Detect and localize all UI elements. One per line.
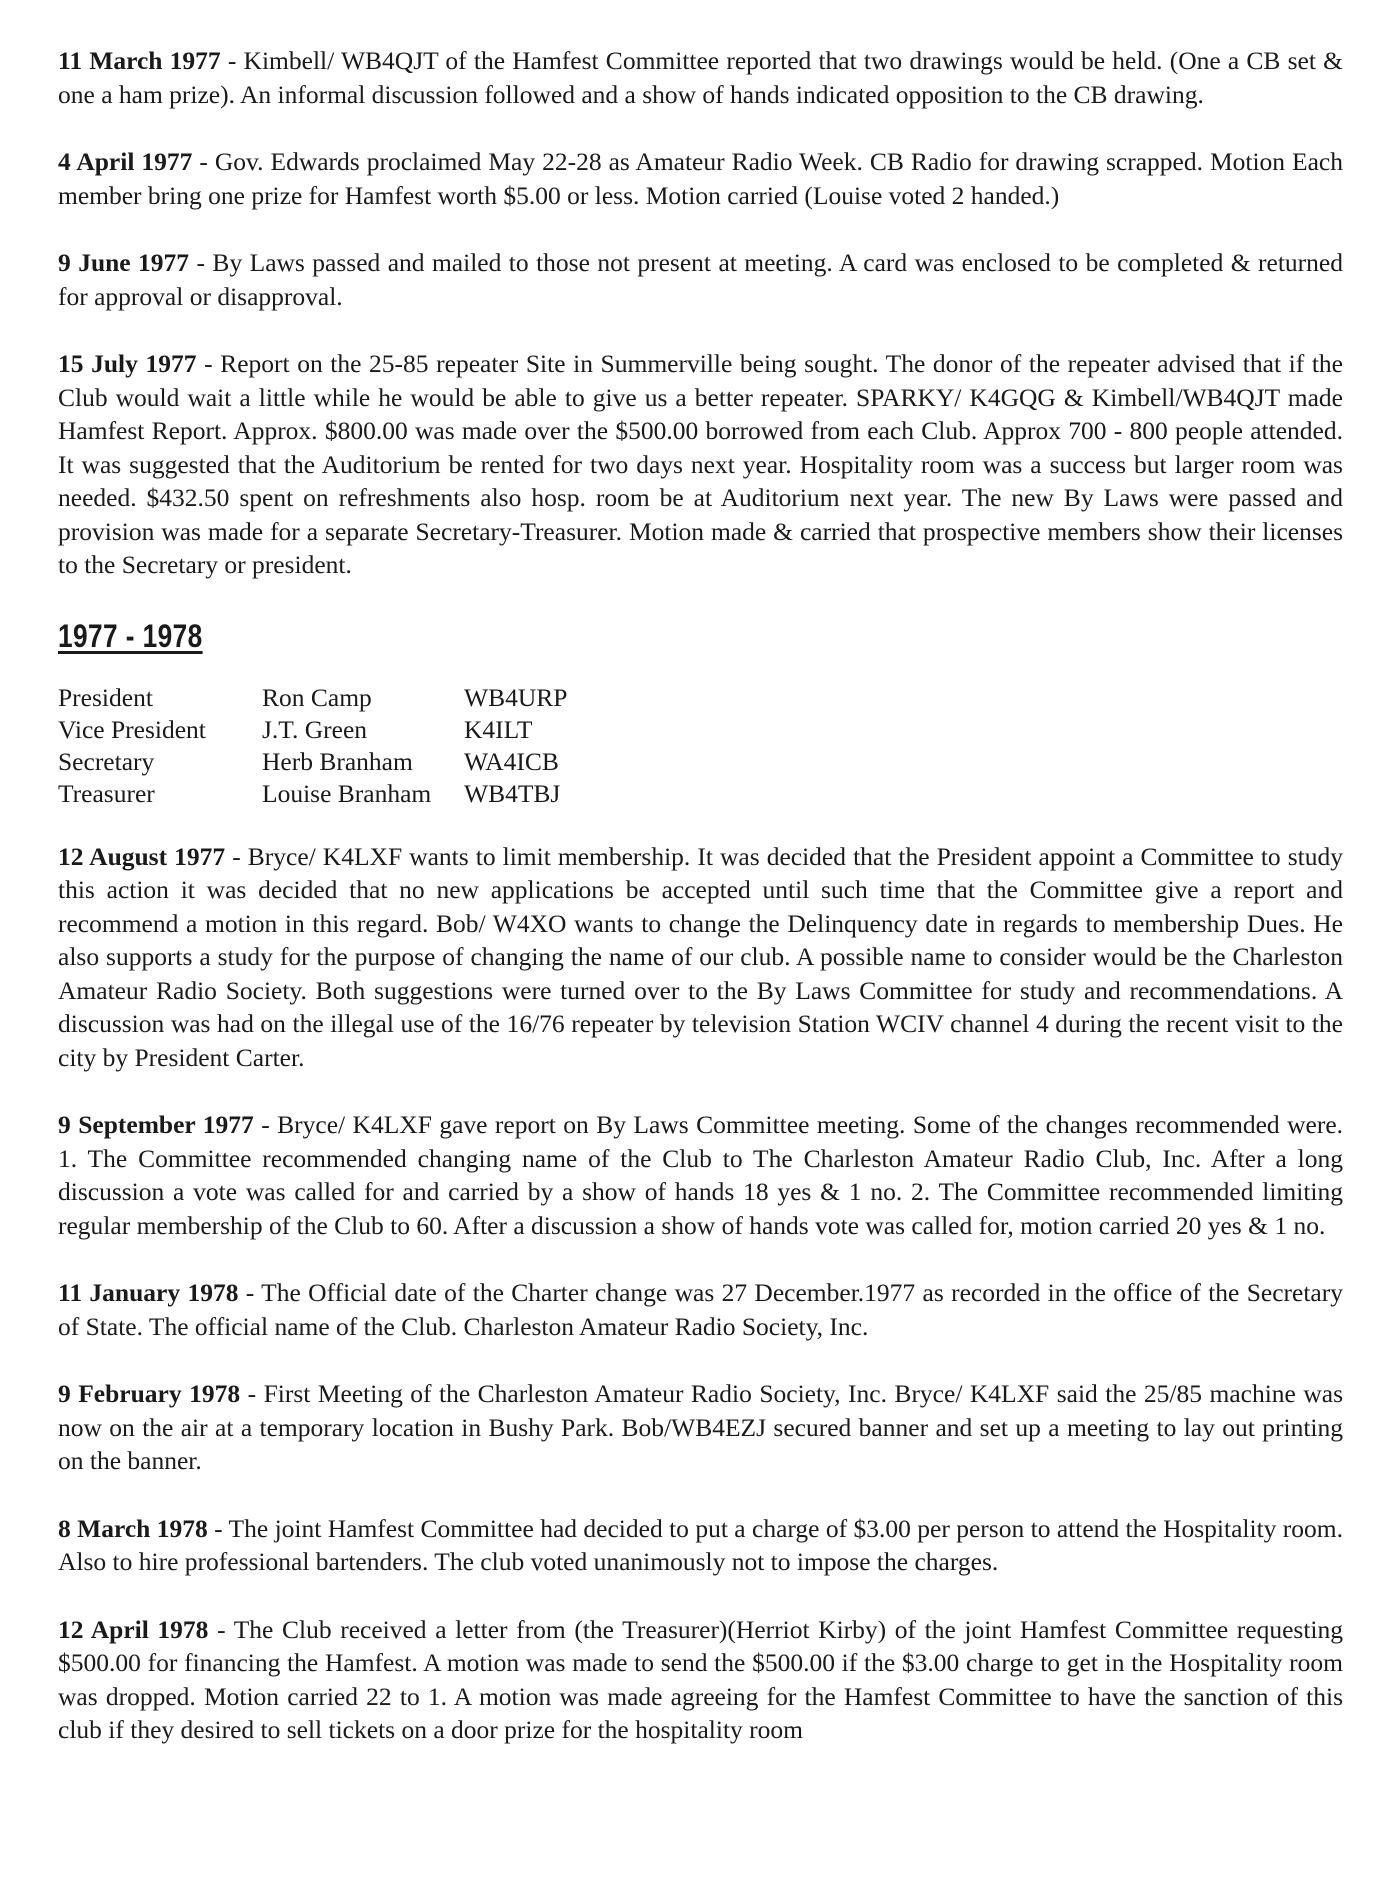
entry-date: 9 February 1978 bbox=[58, 1379, 241, 1408]
officer-role: President bbox=[58, 682, 153, 712]
entry-text: - Bryce/ K4LXF gave report on By Laws Committee meeting. Some of the changes recommended were. 1. The Committee recommended changing name of the Club to The Charleston Amateur Radio Club, Inc. After a long discussion a vote was called for and carried by a show of hands 18 yes & 1 no. 2. The Committee recommended limiting regular membership of the Club to 60. After a discussion a show of hands vote was called for, motion carried 20 yes & 1 no. bbox=[58, 1110, 1344, 1240]
officer-role: Secretary bbox=[58, 746, 155, 776]
entry-date: 9 September 1977 bbox=[58, 1110, 254, 1139]
entry-date: 9 June 1977 bbox=[58, 248, 190, 277]
officer-name: Herb Branham bbox=[262, 746, 413, 776]
officer-role: Treasurer bbox=[58, 778, 155, 808]
minutes-entry bbox=[58, 840, 1343, 1075]
entry-text: - Bryce/ K4LXF wants to limit membership. It was decided that the President appoint a Committee to study this action it was decided that no new applications be accepted until such time that the Committee give a report and recommend a motion in this regard. Bob/ W4XO wants to change the Delinquency date in regards to membership Dues. He also supports a study for the purpose of changing the name of our club. A possible name to consider would be the Charleston Amateur Radio Society. Both suggestions were turned over to the By Laws Committee for study and recommendations. A discussion was had on the illegal use of the 16/76 repeater by television Station WCIV channel 4 during the recent visit to the city by President Carter. bbox=[58, 841, 1343, 1072]
officer-callsign: WA4ICB bbox=[464, 746, 559, 776]
minutes-entry bbox=[58, 1276, 1343, 1343]
entry-text: - Report on the 25-85 repeater Site in Summerville being sought. The donor of the repeater advised that if the Club would wait a little while he would be able to give us a better repeater. SPARKY/ K4GQG & Kimbell/WB4QJT made Hamfest Report. Approx. $800.00 was made over the $500.00 borrowed from each Club. Approx 700 - 800 people attended. It was suggested that the Auditorium be rented for two days next year. Hospitality room was a success but larger room was needed. $432.50 spent on refreshments also hosp. room be at Auditorium next year. The new By Laws were passed and provision was made for a separate Secretary-Treasurer. Motion made & carried that prospective members show their licenses to the Secretary or president. bbox=[58, 349, 1343, 579]
entry-text: - The Club received a letter from (the Treasurer)(Herriot Kirby) of the joint Hamfest Committee requesting $500.00 for financing the Hamfest. A motion was made to send the $500.00 if the $3.00 charge to get in the Hospitality room was dropped. Motion carried 22 to 1. A motion was made agreeing for the Hamfest Committee to have the sanction of this club if they desired to sell tickets on a door prize for the hospitality room bbox=[58, 1614, 1343, 1744]
section-heading-1977-1978: 1977 - 1978 bbox=[58, 617, 203, 654]
officer-name: Louise Branham bbox=[262, 778, 432, 808]
officer-callsign: WB4TBJ bbox=[464, 778, 561, 808]
entry-date: 11 March 1977 bbox=[58, 46, 221, 75]
minutes-entry bbox=[58, 145, 1343, 212]
minutes-entry bbox=[58, 1108, 1343, 1242]
entry-date: 15 July 1977 bbox=[58, 349, 197, 378]
entry-text: - By Laws passed and mailed to those not present at meeting. A card was enclosed to be completed & returned for approval or disapproval. bbox=[58, 248, 1343, 311]
officer-name: Ron Camp bbox=[262, 682, 372, 712]
entry-text: - First Meeting of the Charleston Amateur Radio Society, Inc. Bryce/ K4LXF said the 25/85 machine was now on the air at a temporary location in Bushy Park. Bob/WB4EZJ secured banner and set up a meeting to lay out printing on the banner. bbox=[58, 1379, 1343, 1475]
minutes-entry bbox=[58, 1613, 1343, 1747]
officer-row bbox=[58, 714, 584, 746]
officer-role: Vice President bbox=[58, 714, 206, 744]
officer-row bbox=[58, 682, 584, 714]
entry-text: - Gov. Edwards proclaimed May 22-28 as Amateur Radio Week. CB Radio for drawing scrapped. Motion Each member bring one prize for Hamfest worth $5.00 or less. Motion carried (Louise voted 2 handed.) bbox=[58, 147, 1343, 210]
officer-row bbox=[58, 746, 584, 778]
officer-callsign: K4ILT bbox=[464, 714, 533, 744]
minutes-entry bbox=[58, 44, 1343, 111]
entry-date: 12 August 1977 bbox=[58, 841, 226, 871]
entry-date: 12 April 1978 bbox=[58, 1614, 209, 1644]
officers-table bbox=[58, 682, 584, 810]
entry-date: 11 January 1978 bbox=[58, 1278, 239, 1307]
entry-date: 8 March 1978 bbox=[58, 1513, 208, 1543]
officer-name: J.T. Green bbox=[262, 714, 368, 744]
officer-row bbox=[58, 778, 584, 810]
minutes-entry bbox=[58, 1377, 1343, 1478]
entry-text: - Kimbell/ WB4QJT of the Hamfest Committee reported that two drawings would be held. (One a CB set & one a ham prize). An informal discussion followed and a show of hands indicated opposition to the CB drawing. bbox=[58, 46, 1343, 109]
officer-callsign: WB4URP bbox=[464, 682, 568, 712]
minutes-entry bbox=[58, 347, 1343, 582]
entry-text: - The Official date of the Charter change was 27 December.1977 as recorded in the office of the Secretary of State. The official name of the Club. Charleston Amateur Radio Society, Inc. bbox=[58, 1278, 1343, 1341]
entry-date: 4 April 1977 bbox=[58, 147, 193, 176]
minutes-entry bbox=[58, 246, 1343, 313]
document-page bbox=[58, 44, 1343, 1781]
entry-text: - The joint Hamfest Committee had decided to put a charge of $3.00 per person to attend the Hospitality room. Also to hire professional bartenders. The club voted unanimously not to impose the charges. bbox=[58, 1513, 1343, 1576]
minutes-entry bbox=[58, 1512, 1343, 1579]
